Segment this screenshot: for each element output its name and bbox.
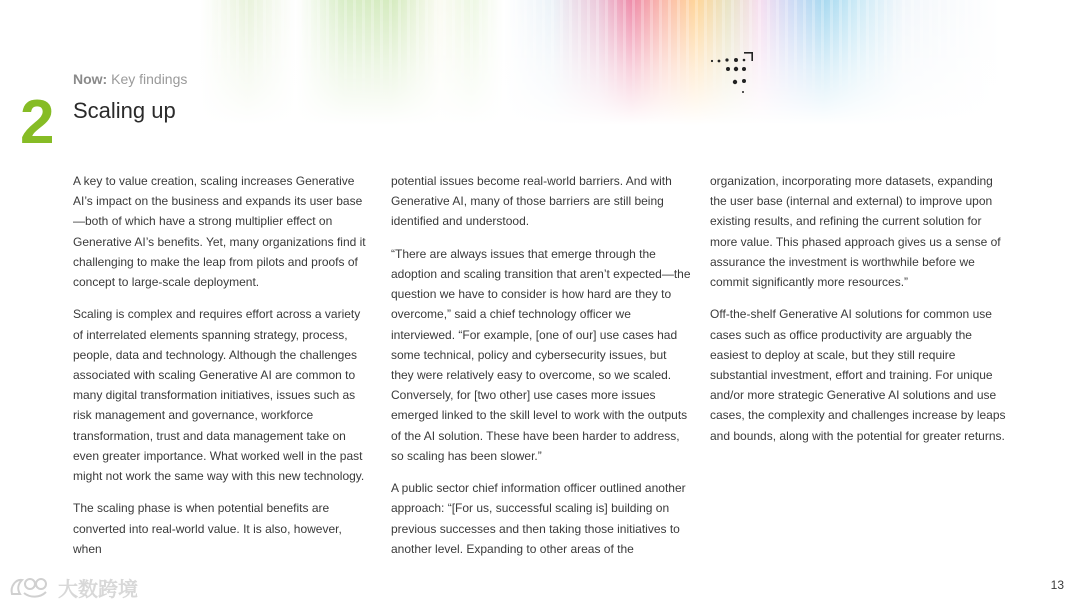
paragraph: organization, incorporating more datasets, expanding the user base (internal and external) to improve upon existing results, and refining the current solution for more value. This phased approach gives us a sense of assurance the investment is worthwhile before we commit significantly more resources.” bbox=[710, 174, 1001, 290]
dots-logo-icon bbox=[706, 50, 756, 96]
section-number: 2 bbox=[20, 88, 55, 157]
paragraph: A key to value creation, scaling increases Generative AI’s impact on the business and expands its user base—both of which have a strong multiplier effect on Generative AI’s benefits. Yet, many organizations find it challenging to make the leap from pilots and proofs of concept to large-scale deployment. bbox=[73, 174, 366, 290]
watermark-text: 大数跨境 bbox=[58, 578, 138, 601]
paragraph: The scaling phase is when potential benefits are converted into real-world value. It is also, however, when bbox=[73, 501, 342, 556]
paragraph: potential issues become real-world barriers. And with Generative AI, many of those barriers are still being identified and understood. bbox=[391, 174, 672, 229]
text-column-1 bbox=[73, 171, 373, 571]
paragraph: Off-the-shelf Generative AI solutions for common use cases such as office productivity are arguably the easiest to deploy at scale, but they still require substantial investment, effort and training. For unique and/or more strategic Generative AI solutions and use cases, the complexity and challenges increase by leaps and bounds, along with the potential for greater returns. bbox=[710, 307, 1006, 443]
watermark bbox=[8, 574, 138, 600]
paragraph: “There are always issues that emerge through the adoption and scaling transition that aren’t expected—the question we have to consider is how hard are they to overcome,” said a chief technology officer we interviewed. “For example, [one of our] use cases had some technical, policy and cybersecurity issues, but they were relatively easy to overcome, so we scaled. Conversely, for [two other] use cases more issues emerged linked to the skill level to work with the outputs of the AI solution. These have been harder to address, so scaling has been slower.” bbox=[391, 246, 691, 463]
page-title: Scaling up bbox=[73, 98, 176, 123]
section-kicker bbox=[73, 70, 187, 88]
page-number: 13 bbox=[1050, 578, 1064, 592]
kicker-bold: Now: bbox=[73, 71, 108, 87]
header-stripes bbox=[200, 0, 1000, 110]
kicker-text: Key findings bbox=[107, 71, 188, 87]
paragraph: Scaling is complex and requires effort across a variety of interrelated elements spanning strategy, process, people, data and technology. Although the challenges associated with scaling Generative AI are common to many digital transformation initiatives, issues such as risk management and governance, workforce transformation, trust and data management take on even greater importance. What worked well in the past might not work the same way with this new technology. bbox=[73, 307, 365, 484]
watermark-logo-icon bbox=[8, 574, 52, 600]
text-column-3 bbox=[710, 171, 1010, 458]
paragraph: A public sector chief information officer outlined another approach: “[For us, successful scaling is] building on previous successes and then taking those initiatives to another level. Expanding to other areas of the bbox=[391, 481, 686, 556]
text-column-2 bbox=[391, 171, 691, 571]
